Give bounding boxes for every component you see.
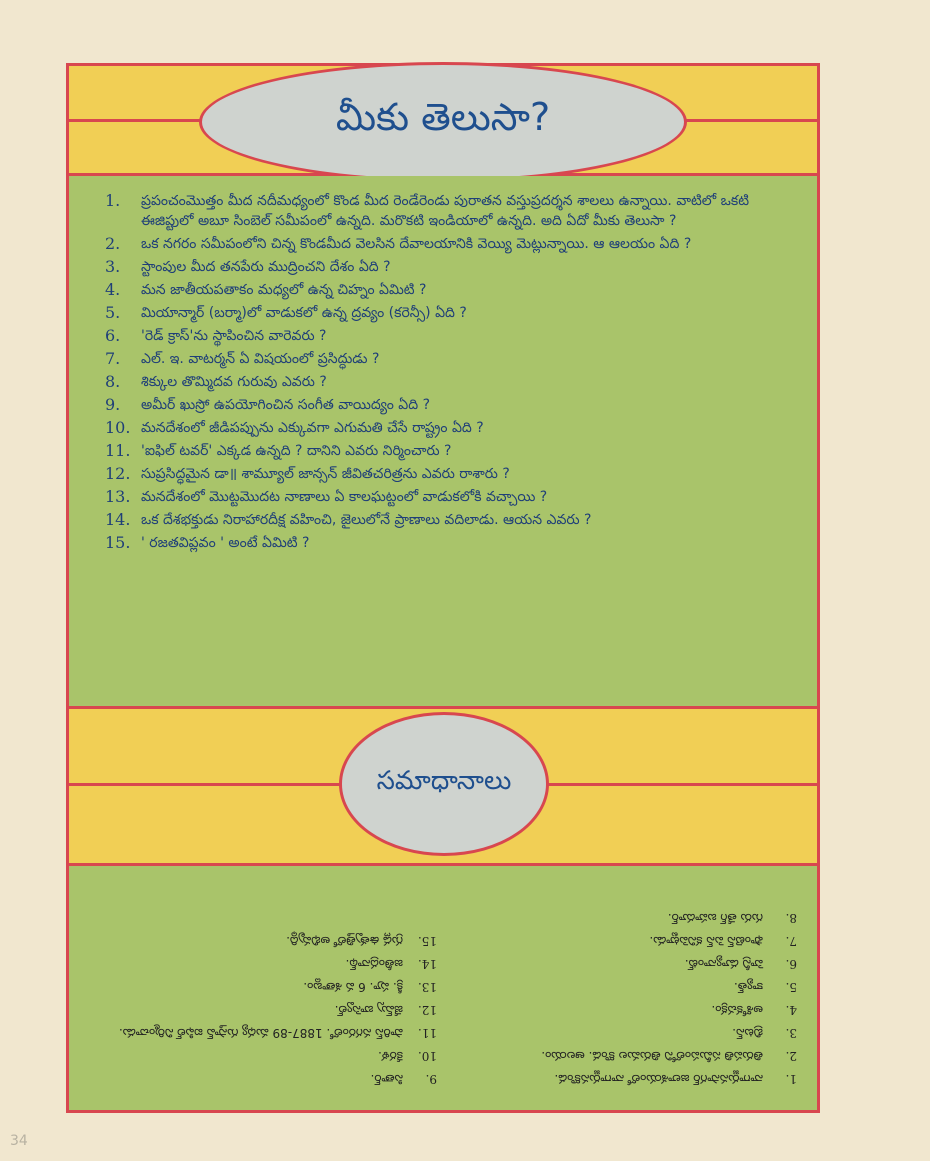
list-item: 7. ఫౌంటెన్ పెన్ కనిపెట్టాడు.	[649, 934, 797, 948]
answers-left-column	[438, 905, 797, 1089]
list-item: 5. మియాన్మార్ (బర్మా)లో వాడుకలో ఉన్న ద్రవ్యం (కరెన్సీ) ఏది ?	[105, 303, 467, 322]
list-item: 13. క్రీ. పూ. 6 వ శతాబ్దం.	[303, 980, 437, 994]
list-item: 10. కేరళ.	[378, 1049, 437, 1063]
list-item: 7. ఎల్. ఇ. వాటర్మన్ ఏ విషయంలో ప్రసిద్ధుడు ?	[105, 349, 380, 368]
list-item: 13. మనదేశంలో మొట్టమొదట నాణాలు ఏ కాలఘట్టంలో వాడుకలోకి వచ్చాయి ?	[105, 487, 548, 506]
list-item: 4. అశోకచక్రం.	[711, 1003, 797, 1017]
list-item: 1. ప్రపంచంమొత్తం మీద నదీమధ్యంలో కొండ మీద రెండేరెండు పురాతన వస్తుప్రదర్శన శాలలు ఉన్నాయి. వాటిలో ఒకటి ఈజిప్టులో అబూ సింబెల్ సమీపంలో ఉన్నది. మరొకటి ఇండియాలో ఉన్నది. అది ఏదో మీకు తెలుసా ?	[105, 191, 750, 229]
list-item: 5. క్యాత్.	[733, 980, 797, 994]
list-item: 11. 'ఐఫిల్ టవర్' ఎక్కడ ఉన్నది ? దానిని ఎవరు నిర్మించారు ?	[105, 441, 452, 460]
list-item: 9. సితార్.	[370, 1072, 437, 1086]
answers-upside-down	[69, 866, 817, 1107]
title-oval	[199, 62, 687, 182]
list-item: 4. మన జాతీయపతాకం మధ్యలో ఉన్న చిహ్నం ఏమిటి ?	[105, 280, 427, 299]
list-item: 2. తిరుపతి సమీపంలోని తిరుమల కొండ. ఆలయం.	[541, 1049, 797, 1063]
answers-title: సమాధానాలు	[376, 766, 512, 796]
list-item: 9. అమీర్ ఖుస్రో ఉపయోగించిన సంగీత వాయిద్యం ఏది ?	[105, 395, 431, 414]
list-item: 11. పారిస్ నగరంలో. 1887-89 మధ్య గుస్తావ్ ఐఫిల్ నిర్మించాడు.	[118, 1026, 437, 1040]
list-item: 8. శిక్కుల తొమ్మిదవ గురువు ఎవరు ?	[105, 372, 327, 391]
list-item: 2. ఒక నగరం సమీపంలోని చిన్న కొండమీద వెలసిన దేవాలయానికి వెయ్యి మెట్లున్నాయి. ఆ ఆలయం ఏది ?	[105, 234, 692, 253]
answers-oval	[339, 712, 549, 856]
list-item: 3. బ్రిటన్.	[732, 1026, 797, 1040]
list-item: 1. నాగార్జునసాగర్ జలాశయంలో నాగార్జునకొండ.	[554, 1072, 797, 1086]
list-item: 15. ' రజతవిప్లవం ' అంటే ఏమిటి ?	[105, 533, 310, 552]
list-item: 6. హెన్రీ డ్యూనాంట్.	[684, 957, 797, 971]
list-item: 10. మనదేశంలో జీడిపప్పును ఎక్కువగా ఎగుమతి చేసే రాష్ట్రం ఏది ?	[105, 418, 484, 437]
list-item: 12. సుప్రసిద్ధమైన డా॥ శామ్యూల్ జాన్సన్ జీవితచరిత్రను ఎవరు రాశారు ?	[105, 464, 510, 483]
list-item: 15. గ్రుడ్ల ఉత్పత్తిలో అభివృద్ధి.	[286, 934, 437, 948]
list-item: 6. 'రెడ్ క్రాస్'ను స్థాపించిన వారెవరు ?	[105, 326, 327, 345]
list-item: 14. జతీంద్రనాథ్.	[345, 957, 437, 971]
page-number: 34	[10, 1133, 28, 1149]
questions-list	[105, 191, 805, 556]
answers-right-column	[78, 928, 437, 1089]
page-frame	[66, 63, 820, 1113]
list-item: 8. గురు తేగ్ బహదూర్.	[667, 911, 797, 925]
page-title: మీకు తెలుసా?	[335, 95, 551, 139]
list-item: 3. స్టాంపుల మీద తనపేరు ముద్రించని దేశం ఏది ?	[105, 257, 391, 276]
list-item: 14. ఒక దేశభక్తుడు నిరాహారదీక్ష వహించి, జైలులోనే ప్రాణాలు వదిలాడు. ఆయన ఎవరు ?	[105, 510, 592, 529]
list-item: 12. జేమ్స్ బాస్వెల్.	[334, 1003, 437, 1017]
